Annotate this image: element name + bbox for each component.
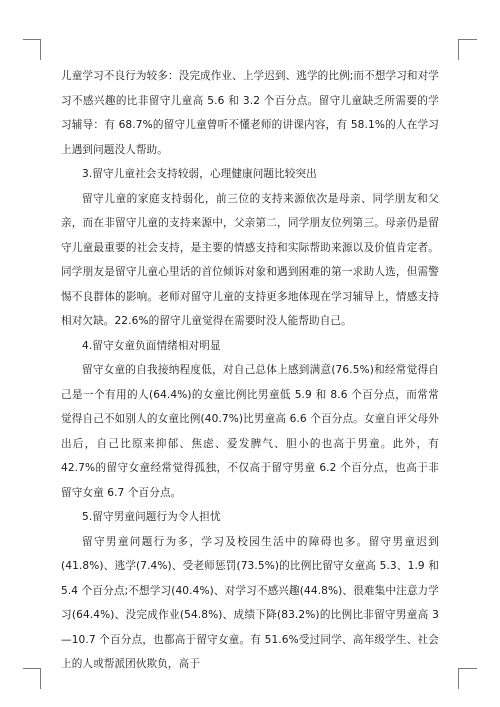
crop-mark-bottom-right xyxy=(458,668,459,689)
crop-mark-top-right xyxy=(458,39,477,40)
crop-mark-top-right xyxy=(458,39,459,60)
document-body xyxy=(61,64,439,677)
paragraph-social-support: 留守儿童的家庭支持弱化，前三位的支持来源依次是母亲、同学朋友和父亲，而在非留守儿童的支持来源中，父亲第二，同学朋友位列第三。母亲仍是留守儿童最重要的社会支持，是主要的情感支持和实际帮助来源以及价值肯定者。同学朋友是留守儿童心里话的首位倾诉对象和遇到困难的第一求助人选，但需警惕不良群体的影响。老师对留守儿童的支持更多地体现在学习辅导上，情感支持相对欠缺。22.6%的留守儿童觉得在需要时没人能帮助自己。 xyxy=(61,192,439,327)
crop-mark-bottom-left xyxy=(40,668,41,689)
crop-mark-bottom-right xyxy=(458,668,477,669)
paragraph-boys-behavior: 留守男童问题行为多，学习及校园生活中的障碍也多。留守男童迟到(41.8%)、逃学(7.4%)、受老师惩罚(73.5%)的比例比留守女童高 5.3、1.9 和 5.4 个百分点;不想学习(40.4%)、对学习不感兴趣(44.8%)、很难集中注意力学习(64.4%)、没完成作业(54.8%)、成绩下降(83.2%)的比例比非留守男童高 3—10.7 个百分点，也都高于留守女童。有 51.6%受过同学、高年级学生、社会上的人或帮派团伙欺负，高于 xyxy=(61,535,439,670)
section-heading-5: 5.留守男童问题行为令人担忧 xyxy=(82,511,221,523)
paragraph-learning-behavior: 儿童学习不良行为较多：没完成作业、上学迟到、逃学的比例;而不想学习和对学习不感兴趣的比非留守儿童高 5.6 和 3.2 个百分点。留守儿童缺乏所需要的学习辅导：有 68.7%的留守儿童曾听不懂老师的讲课内容，有 58.1%的人在学习上遇到问题没人帮助。 xyxy=(61,70,439,156)
crop-mark-top-left xyxy=(40,39,41,60)
crop-mark-bottom-left xyxy=(23,668,41,669)
crop-mark-top-left xyxy=(23,39,41,40)
section-heading-3: 3.留守儿童社会支持较弱，心理健康问题比较突出 xyxy=(82,168,317,180)
paragraph-girls-emotions: 留守女童的自我接纳程度低，对自己总体上感到满意(76.5%)和经常觉得自己是一个有用的人(64.4%)的女童比例比男童低 5.9 和 8.6 个百分点，而常常觉得自己不如别人的女童比例(40.7%)比男童高 6.6 个百分点。女童自评父母外出后，自己比原来抑郁、焦虑、爱发脾气、胆小的也高于男童。此外，有 42.7%的留守女童经常觉得孤独，不仅高于留守男童 6.2 个百分点，也高于非留守女童 6.7 个百分点。 xyxy=(61,364,439,499)
section-heading-4: 4.留守女童负面情绪相对明显 xyxy=(82,339,221,352)
